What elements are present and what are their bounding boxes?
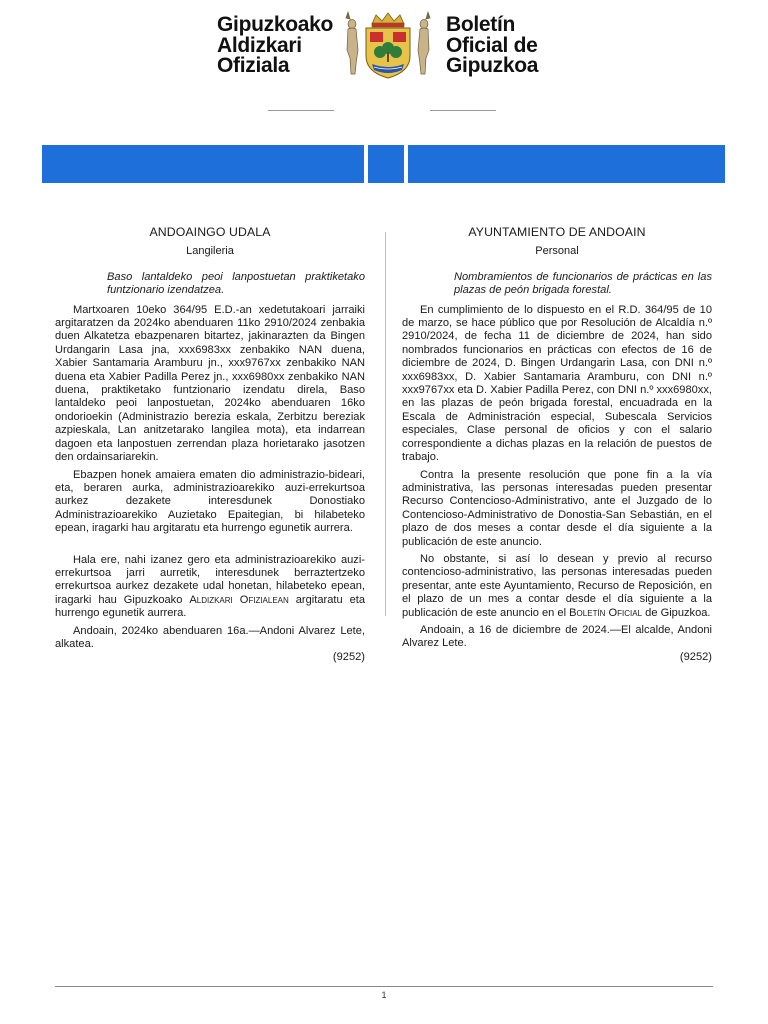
article-paragraph: Contra la presente resolución que pone fin a la vía administrativa, las personas interesadas pueden presentar Recurso Contencioso-Administrativo, ante el Juzgado de lo Contencioso-Administrativo de Donostia-San Sebastián, en el plazo de dos meses a contar desde el día siguiente a la publicación de este anuncio. (402, 468, 712, 548)
article-summary: Nombramientos de funcionarios de prácticas en las plazas de peón brigada forestal. (454, 270, 712, 297)
article-section: Personal (535, 245, 579, 258)
article-paragraph: No obstante, si así lo desean y previo al recurso contencioso-administrativo, las personas interesadas pueden presentar, ante este Ayuntamiento, Recurso de Reposición, en el plazo de un mes a contar desde el día siguiente a la publicación de este anuncio en el Boletín Oficial de Gipuzkoa. (402, 552, 712, 619)
header-band-left (42, 145, 364, 183)
article-section: Langileria (186, 245, 234, 258)
masthead (0, 10, 768, 90)
column-divider (385, 232, 386, 616)
header-rule-right (430, 110, 496, 111)
article-paragraph: Ebazpen honek amaiera ematen dio administrazio-bideari, eta, beraren aurka, administrazioarekiko auzi-errekurtsoa aurkez dezakete interesdunek Donostiako Administrazioarekiko Auzietako Epaitegian, bi hilabeteko epean, iragarki hau argitaratu eta hurrengo egunetik aurrera. (55, 468, 365, 535)
article-paragraph: Hala ere, nahi izanez gero eta administrazioarekiko auzi-errekurtsoa jarri aurretik, interesdunek berraztertzeko errekurtsoa aurkez dezakete udal honetan, hilabeteko epean, iragarki hau Gipuzkoako Aldizkari Ofizialean argitaratu eta hurrengo egunetik aurrera. (55, 553, 365, 620)
masthead-title-basque (217, 15, 333, 77)
article-heading: AYUNTAMIENTO DE ANDOAIN (468, 225, 646, 239)
article-spanish (402, 226, 712, 664)
header-band-right (408, 145, 725, 183)
masthead-line: Boletín (446, 13, 516, 36)
footer-rule (55, 986, 713, 987)
masthead-line: Aldizkari (217, 33, 302, 57)
announcement-code: (9252) (332, 651, 365, 664)
coat-of-arms-icon (342, 10, 434, 80)
article-signature (402, 624, 712, 664)
masthead-line: Gipuzkoako (217, 13, 334, 36)
article-paragraph: En cumplimiento de lo dispuesto en el R.D. 364/95 de 10 de marzo, se hace público que por Resolución de Alcaldía n.º 2910/2024, de fecha 11 de diciembre de 2024, han sido nombrados funcionarios en prácticas con efectos de 16 de diciembre de 2024, D. Bingen Urdangarin Lasa, con DNI n.º xxx6983xx, D. Xabier Santamaria Aramburu, con DNI n.º xxx9767xx eta D. Xabier Padilla Perez, con DNI n.º xxx6980xx, en las plazas de peón brigada forestal, encuadrada en la Escala de Administración especial, Subescala Servicios especiales, Clase personal de oficios y con el salario correspondiente a dichas plazas en la relación de puestos de trabajo. (402, 303, 712, 464)
article-basque (55, 226, 365, 665)
page-number: 1 (381, 990, 387, 1000)
masthead-line: Oficial de (446, 33, 538, 57)
signature-text: Andoain, 2024ko abenduaren 16a.—Andoni Alvarez Lete, alkatea. (55, 624, 365, 650)
masthead-title-spanish (446, 15, 538, 77)
article-signature (55, 625, 365, 665)
header-band-center (368, 145, 404, 183)
publication-name: Boletín Oficial (569, 606, 643, 619)
masthead-line: Ofiziala (217, 54, 290, 77)
article-summary: Baso lantaldeko peoi lanpostuetan praktiketako funtzionario izendatzea. (107, 270, 365, 297)
signature-text: Andoain, a 16 de diciembre de 2024.—El alcalde, Andoni Alvarez Lete. (402, 623, 712, 650)
header-rule-left (268, 110, 334, 111)
masthead-line: Gipuzkoa (446, 54, 539, 77)
announcement-code: (9252) (679, 650, 712, 663)
article-heading: ANDOAINGO UDALA (149, 225, 271, 239)
article-paragraph: Martxoaren 10eko 364/95 E.D.-an xedetutakoari jarraiki argitaratzen da 2024ko abenduaren 11ko 2910/2024 zenbakia duen Alkatetza ebazpenaren bitartez, jakinarazten da Bingen Urdangarin Lasa jna, xxx6983xx zenbakiko NAN duena, Xabier Santamaria Aramburu jn., xxx9767xx zenbakiko NAN duena eta Xabier Padilla Perez jn., xxx6980xx zenbakiko NAN duena, praktiketako funtzionario izendatu direla, Baso lantaldeko peoi lanpostuetan, 2024ko abenduaren 16ko ondorioekin (Administrazio berezia eskala, Zerbitzu bereziak azpieskala, Lan anitzetarako langilea mota), eta indarrean dagoen eta lanpostuen zerrendan plaza horietarako jasotzen den ordainsariarekin. (55, 303, 365, 464)
publication-name: Aldizkari Ofizialean (189, 593, 289, 606)
